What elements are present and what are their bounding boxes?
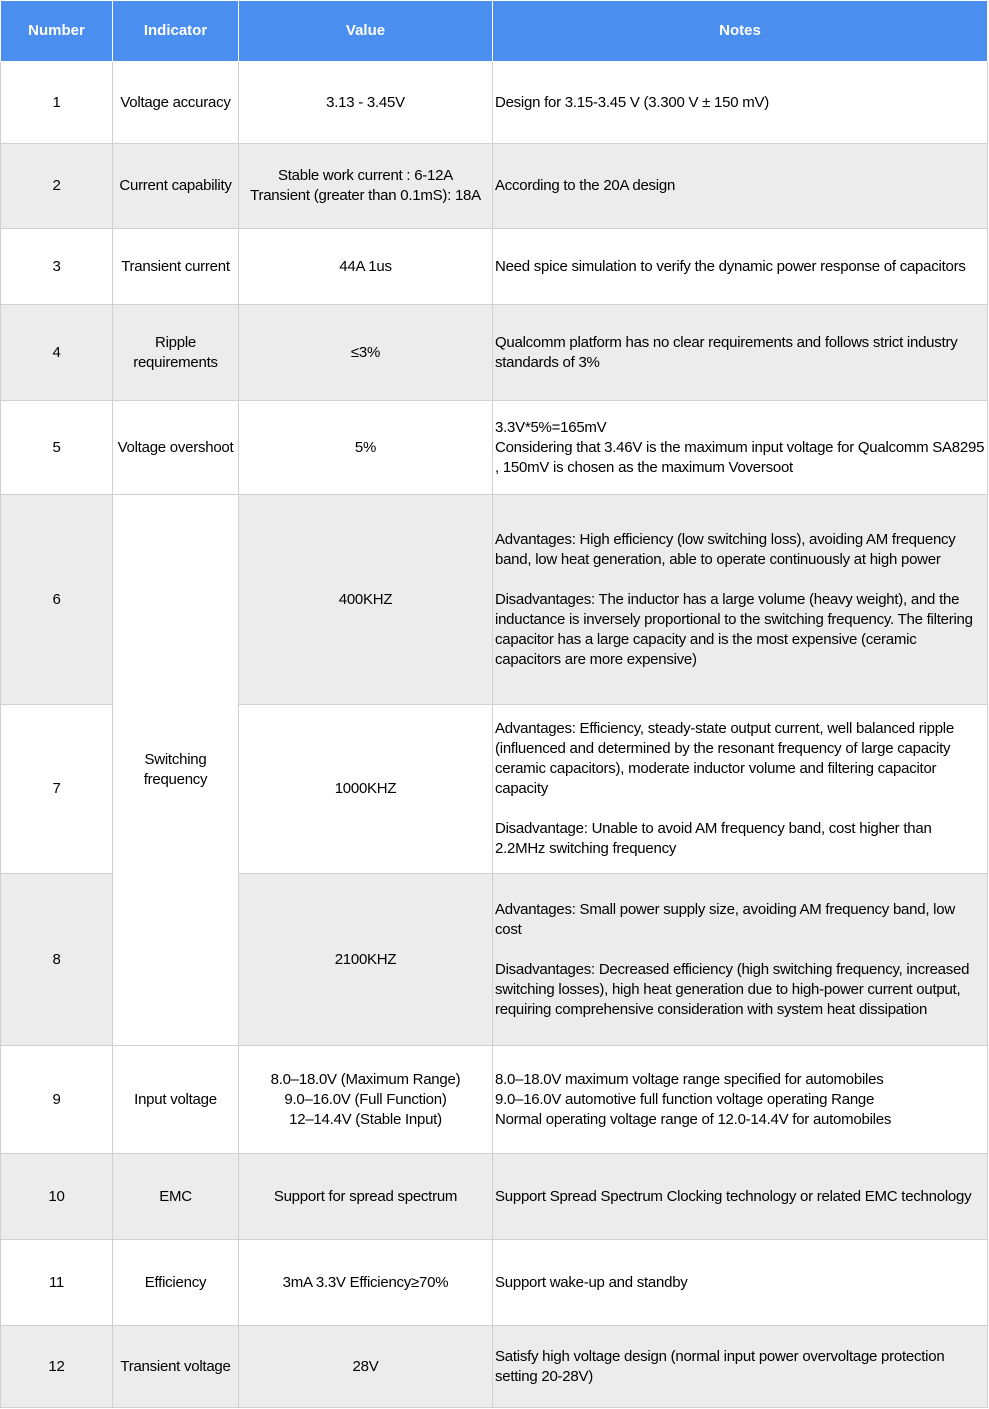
- cell-number: 4: [1, 305, 113, 401]
- table-row: [1, 305, 988, 401]
- header-indicator: Indicator: [113, 1, 239, 62]
- cell-indicator: Input voltage: [113, 1046, 239, 1154]
- cell-number: 5: [1, 401, 113, 495]
- cell-indicator: Ripple requirements: [113, 305, 239, 401]
- cell-notes: Support wake-up and standby: [493, 1240, 988, 1326]
- cell-value: 3.13 - 3.45V: [239, 62, 493, 144]
- cell-value: 5%: [239, 401, 493, 495]
- cell-value: Stable work current : 6-12A Transient (greater than 0.1mS): 18A: [239, 144, 493, 229]
- cell-notes: Satisfy high voltage design (normal input power overvoltage protection setting 20-28V): [493, 1326, 988, 1408]
- cell-number: 2: [1, 144, 113, 229]
- header-notes: Notes: [493, 1, 988, 62]
- cell-value: ≤3%: [239, 305, 493, 401]
- cell-notes: 3.3V*5%=165mV Considering that 3.46V is the maximum input voltage for Qualcomm SA8295 , 150mV is chosen as the maximum Voversoot: [493, 401, 988, 495]
- cell-value: 2100KHZ: [239, 874, 493, 1046]
- cell-indicator: Current capability: [113, 144, 239, 229]
- cell-number: 3: [1, 229, 113, 305]
- header-row: [1, 1, 988, 62]
- cell-value: 400KHZ: [239, 495, 493, 705]
- cell-number: 8: [1, 874, 113, 1046]
- cell-indicator: Transient current: [113, 229, 239, 305]
- cell-notes: Advantages: Small power supply size, avoiding AM frequency band, low cost Disadvantages: Decreased efficiency (high switching frequency, increased switching losses), high heat generation due to high-power current output, requiring comprehensive consideration with system heat dissipation: [493, 874, 988, 1046]
- cell-indicator: Efficiency: [113, 1240, 239, 1326]
- cell-value: Support for spread spectrum: [239, 1154, 493, 1240]
- cell-indicator: EMC: [113, 1154, 239, 1240]
- table-row: [1, 62, 988, 144]
- cell-value: 8.0–18.0V (Maximum Range) 9.0–16.0V (Full Function) 12–14.4V (Stable Input): [239, 1046, 493, 1154]
- table-row: [1, 144, 988, 229]
- cell-number: 1: [1, 62, 113, 144]
- cell-number: 11: [1, 1240, 113, 1326]
- cell-notes: According to the 20A design: [493, 144, 988, 229]
- table-row: [1, 1154, 988, 1240]
- table-row: [1, 401, 988, 495]
- table-row: [1, 495, 988, 705]
- cell-indicator: Switching frequency: [113, 495, 239, 1046]
- cell-notes: Need spice simulation to verify the dynamic power response of capacitors: [493, 229, 988, 305]
- cell-notes: Qualcomm platform has no clear requirements and follows strict industry standards of 3%: [493, 305, 988, 401]
- cell-indicator: Voltage accuracy: [113, 62, 239, 144]
- cell-value: 28V: [239, 1326, 493, 1408]
- cell-number: 7: [1, 705, 113, 874]
- cell-number: 10: [1, 1154, 113, 1240]
- cell-number: 6: [1, 495, 113, 705]
- cell-indicator: Voltage overshoot: [113, 401, 239, 495]
- header-value: Value: [239, 1, 493, 62]
- cell-notes: Design for 3.15-3.45 V (3.300 V ± 150 mV): [493, 62, 988, 144]
- cell-number: 9: [1, 1046, 113, 1154]
- cell-notes: 8.0–18.0V maximum voltage range specified for automobiles 9.0–16.0V automotive full function voltage operating Range Normal operating voltage range of 12.0-14.4V for automobiles: [493, 1046, 988, 1154]
- table-row: [1, 1240, 988, 1326]
- cell-notes: Support Spread Spectrum Clocking technology or related EMC technology: [493, 1154, 988, 1240]
- table-row: [1, 1046, 988, 1154]
- cell-value: 44A 1us: [239, 229, 493, 305]
- cell-value: 1000KHZ: [239, 705, 493, 874]
- header-number: Number: [1, 1, 113, 62]
- cell-indicator: Transient voltage: [113, 1326, 239, 1408]
- cell-notes: Advantages: Efficiency, steady-state output current, well balanced ripple (influenced and determined by the resonant frequency of large capacity ceramic capacitors), moderate inductor volume and filtering capacitor capacity Disadvantage: Unable to avoid AM frequency band, cost higher than 2.2MHz switching frequency: [493, 705, 988, 874]
- cell-value: 3mA 3.3V Efficiency≥70%: [239, 1240, 493, 1326]
- table-row: [1, 229, 988, 305]
- cell-notes: Advantages: High efficiency (low switching loss), avoiding AM frequency band, low heat generation, able to operate continuously at high power Disadvantages: The inductor has a large volume (heavy weight), and the inductance is inversely proportional to the switching frequency. The filtering capacitor has a large capacity and is the most expensive (ceramic capacitors are more expensive): [493, 495, 988, 705]
- cell-number: 12: [1, 1326, 113, 1408]
- table-row: [1, 1326, 988, 1408]
